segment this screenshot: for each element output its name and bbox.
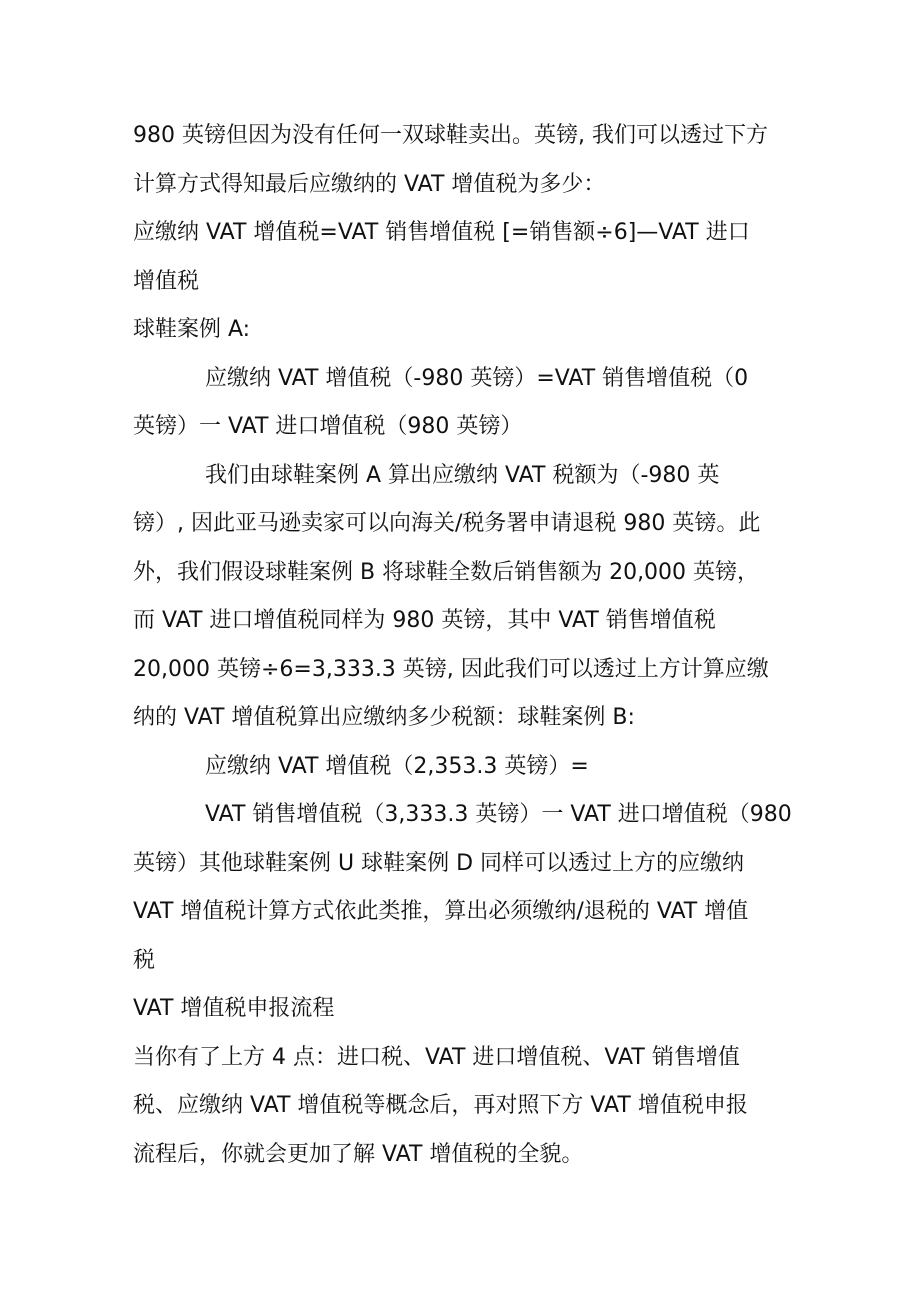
case-a-formula: 应缴纳 VAT 增值税（-980 英镑）=VAT 销售增值税（0	[205, 365, 749, 391]
text-line: 980 英镑但因为没有任何一双球鞋卖出。英镑, 我们可以透过下方	[133, 123, 768, 148]
case-b-formula: 应缴纳 VAT 增值税（2,353.3 英镑）=	[205, 753, 589, 779]
formula-line: 应缴纳 VAT 增值税=VAT 销售增值税 [=销售额÷6]—VAT 进口	[133, 220, 750, 245]
case-b-formula-continued: VAT 销售增值税（3,333.3 英镑）一 VAT 进口增值税（980	[205, 802, 792, 827]
text-line: 英镑）其他球鞋案例 U 球鞋案例 D 同样可以透过上方的应缴纳	[133, 850, 745, 876]
text-line: 20,000 英镑÷6=3,333.3 英镑, 因此我们可以透过上方计算应缴	[133, 656, 769, 682]
formula-line-continued: 增值税	[133, 268, 200, 294]
text-line: 流程后，你就会更加了解 VAT 增值税的全貌。	[133, 1141, 584, 1167]
text-line: 纳的 VAT 增值税算出应缴纳多少税额：球鞋案例 B:	[133, 705, 635, 730]
text-line: VAT 增值税计算方式依此类推，算出必须缴纳/退税的 VAT 增值	[133, 899, 749, 924]
document-body	[133, 112, 798, 1179]
text-line: 计算方式得知最后应缴纳的 VAT 增值税为多少：	[133, 171, 606, 197]
case-a-heading: 球鞋案例 A:	[133, 317, 251, 342]
text-line: 当你有了上方 4 点：进口税、VAT 进口增值税、VAT 销售增值	[133, 1044, 740, 1070]
section-heading: VAT 增值税申报流程	[133, 996, 335, 1021]
text-line: 外，我们假设球鞋案例 B 将球鞋全数后销售额为 20,000 英镑，	[133, 559, 760, 585]
text-line: 税	[133, 947, 156, 973]
text-line: 税、应缴纳 VAT 增值税等概念后，再对照下方 VAT 增值税申报	[133, 1093, 748, 1118]
text-line: 镑）, 因此亚马逊卖家可以向海关/税务署申请退税 980 英镑。此	[133, 511, 761, 536]
paragraph-start: 我们由球鞋案例 A 算出应缴纳 VAT 税额为（-980 英	[205, 462, 720, 488]
case-a-formula-continued: 英镑）一 VAT 进口增值税（980 英镑）	[133, 414, 523, 439]
text-line: 而 VAT 进口增值税同样为 980 英镑，其中 VAT 销售增值税	[133, 608, 716, 633]
